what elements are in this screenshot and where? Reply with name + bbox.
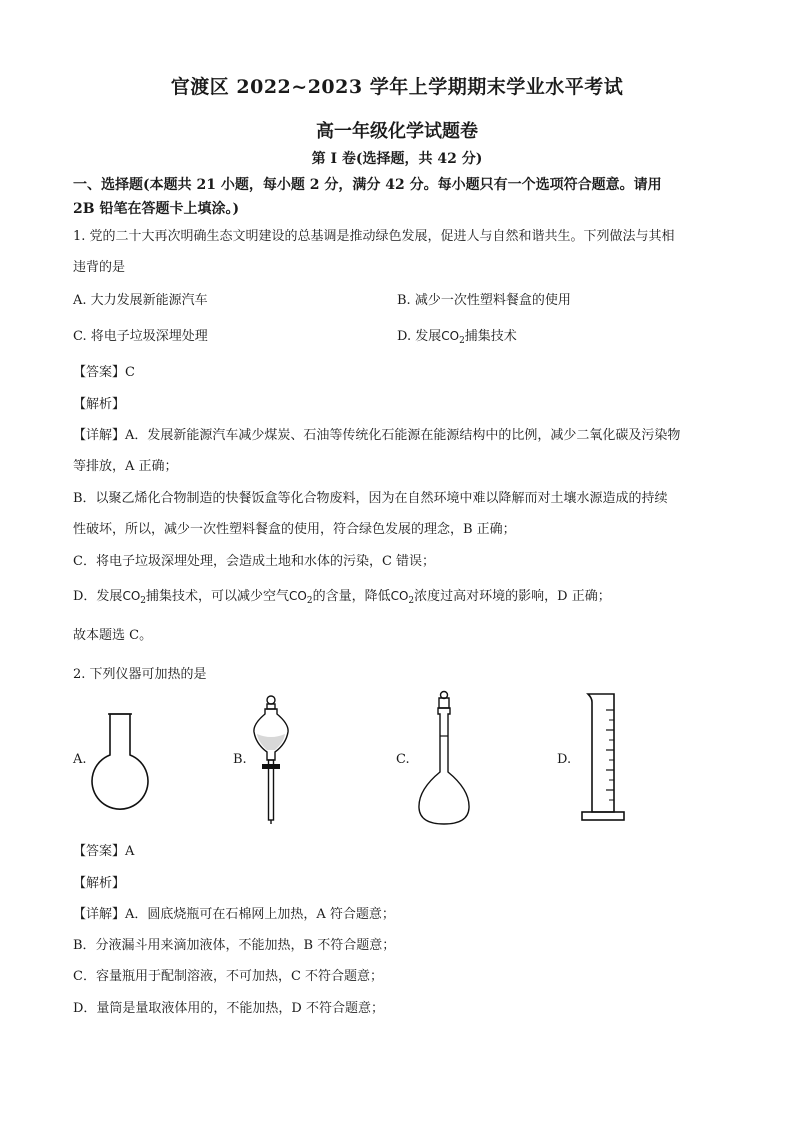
q1-option-a: A. 大力发展新能源汽车: [73, 293, 208, 308]
q1-detail-d-formula-3: CO: [390, 589, 409, 603]
round-bottom-flask-icon: [88, 710, 158, 810]
q1-option-d-suffix: 捕集技术: [464, 329, 517, 344]
q1-option-d-subscript: 2: [459, 336, 465, 346]
instructions-line-1: 一、选择题(本题共 21 小题，每小题 2 分，满分 42 分。每小题只有一个选项符合题意。请用: [73, 177, 662, 193]
q1-answer: [73, 361, 135, 380]
q1-detail-d-part-3: 的含量，降低: [312, 589, 391, 604]
q1-detail-line-3: B．以聚乙烯化合物制造的快餐饭盒等化合物废料，因为在自然环境中难以降解而对土壤水源造成的持续: [73, 491, 668, 506]
q1-detail-line-6: [73, 585, 611, 606]
q1-detail-d-sub-3: 2: [408, 596, 415, 606]
q1-analysis-label: 【解析】: [73, 397, 126, 412]
q2-detail-line-4: D．量筒是量取液体用的，不能加热，D 不符合题意；: [73, 1001, 384, 1016]
q2-label-b: B.: [233, 752, 247, 767]
q2-label-d: D.: [557, 752, 572, 767]
q2-label-c: C.: [396, 752, 410, 767]
q1-detail-d-sub-1: 2: [140, 596, 146, 606]
section-title: 第 I 卷(选择题，共 42 分): [311, 151, 483, 167]
exam-title: 官渡区 2022~2023 学年上学期期末学业水平考试: [170, 76, 624, 98]
q2-detail-line-2: B．分液漏斗用来滴加液体，不能加热，B 不符合题意；: [73, 938, 396, 953]
q1-detail-d-part-2: 捕集技术，可以减少空气: [146, 589, 290, 604]
q1-option-c: C. 将电子垃圾深埋处理: [73, 329, 208, 344]
q1-answer-value: C: [125, 365, 135, 380]
separatory-funnel-icon: [248, 694, 294, 826]
exam-subtitle: 高一年级化学试题卷: [316, 121, 478, 142]
q2-answer: [73, 840, 134, 859]
q2-detail-line-1: 【详解】A．圆底烧瓶可在石棉网上加热，A 符合题意；: [73, 907, 395, 922]
q1-option-b: B. 减少一次性塑料餐盒的使用: [397, 293, 571, 308]
graduated-cylinder-icon: [578, 690, 628, 826]
q1-answer-label: 【答案】: [73, 365, 126, 380]
q2-analysis-label: 【解析】: [73, 876, 126, 891]
volumetric-flask-icon: [414, 690, 474, 830]
q1-detail-line-4: 性破坏，所以，减少一次性塑料餐盒的使用，符合绿色发展的理念，B 正确；: [73, 522, 516, 537]
q2-answer-label: 【答案】: [73, 844, 126, 859]
q1-detail-line-2: 等排放，A 正确；: [73, 459, 178, 474]
q2-stem: 2. 下列仪器可加热的是: [73, 667, 207, 682]
q1-stem-line-1: 1. 党的二十大再次明确生态文明建设的总基调是推动绿色发展，促进人与自然和谐共生。下列做法与其相: [73, 229, 675, 244]
q2-answer-value: A: [125, 844, 135, 859]
q1-conclusion: 故本题选 C。: [73, 628, 153, 643]
q1-detail-d-formula-2: CO: [289, 589, 307, 603]
section-instructions: [73, 173, 733, 221]
q1-detail-line-1: 【详解】A．发展新能源汽车减少煤炭、石油等传统化石能源在能源结构中的比例，减少二氧化碳及污染物: [73, 428, 681, 443]
q1-stem-line-2: 违背的是: [73, 260, 126, 275]
instructions-line-2: 2B 铅笔在答题卡上填涂。): [73, 201, 240, 217]
q1-detail-d-part-4: 浓度过高对环境的影响，D 正确；: [414, 589, 611, 604]
q1-detail-d-formula-1: CO: [122, 589, 141, 603]
q1-option-d-prefix: D. 发展: [397, 329, 442, 344]
q1-detail-d-sub-2: 2: [306, 596, 313, 606]
q1-option-d: [397, 325, 517, 346]
q2-label-a: A.: [73, 752, 87, 767]
q1-detail-d-part-1: D．发展: [73, 589, 123, 604]
q1-option-d-formula: CO: [441, 329, 460, 343]
q1-detail-line-5: C．将电子垃圾深埋处理，会造成土地和水体的污染，C 错误；: [73, 554, 436, 569]
q2-detail-line-3: C．容量瓶用于配制溶液，不可加热，C 不符合题意；: [73, 969, 384, 984]
